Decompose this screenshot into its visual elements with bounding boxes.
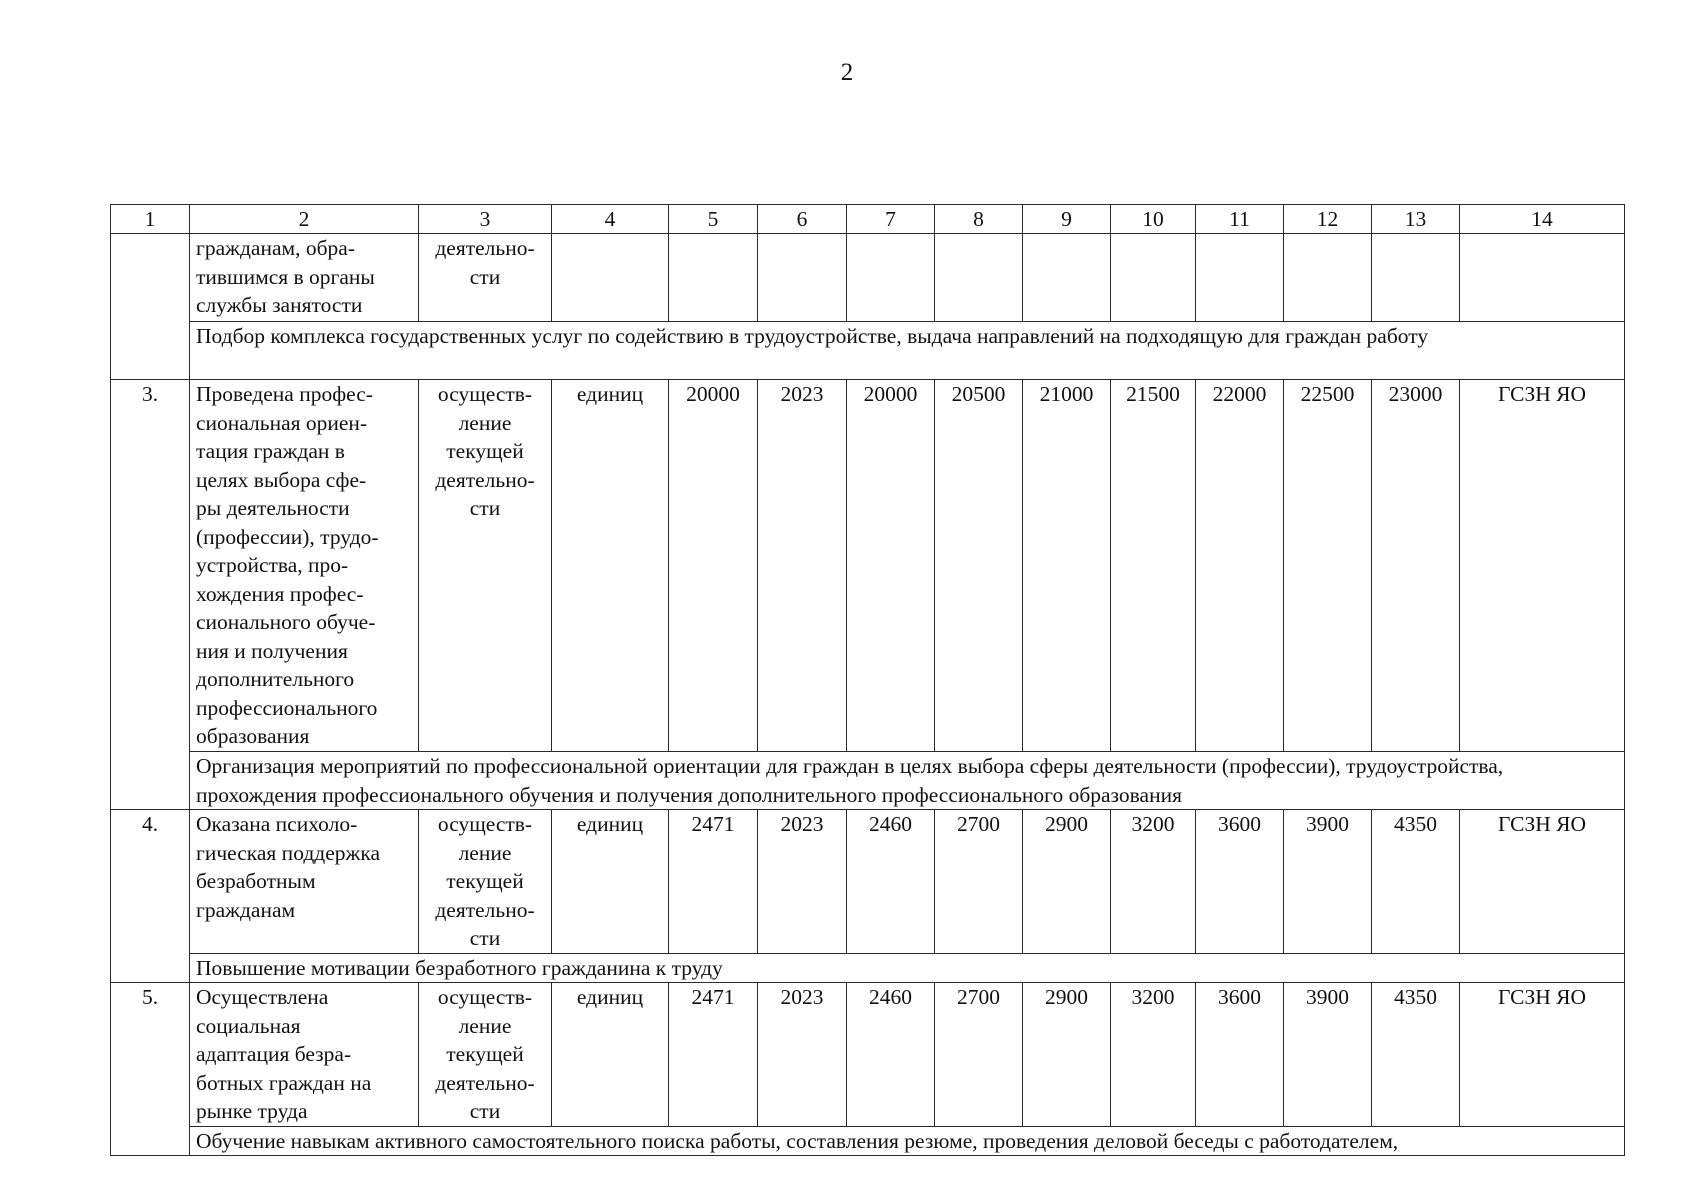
responsible-cell: ГСЗН ЯО xyxy=(1460,983,1625,1127)
indicator-name-cell: гражданам, обра- тившимся в органы службы занятости xyxy=(190,234,419,322)
value-cell: 3200 xyxy=(1111,983,1196,1127)
value-cell: 2460 xyxy=(847,810,935,954)
empty-cell xyxy=(669,234,758,322)
unit-cell: единиц xyxy=(552,380,669,752)
indicator-type-cell: осуществ- ление текущей деятельно- сти xyxy=(419,810,552,954)
value-cell: 2900 xyxy=(1023,983,1111,1127)
indicators-table xyxy=(110,204,1625,1156)
col-number: 9 xyxy=(1023,205,1111,234)
empty-cell xyxy=(1196,234,1284,322)
value-cell: 20000 xyxy=(847,380,935,752)
empty-cell xyxy=(1372,234,1460,322)
unit-cell: единиц xyxy=(552,983,669,1127)
row-number-cell xyxy=(111,234,190,380)
indicator-name-cell: Осуществлена социальная адаптация безра- ботных граждан на рынке труда xyxy=(190,983,419,1127)
row-number-cell: 5. xyxy=(111,983,190,1156)
empty-cell xyxy=(552,234,669,322)
indicator-type-cell: осуществ- ление текущей деятельно- сти xyxy=(419,983,552,1127)
table-row xyxy=(111,234,1625,322)
value-cell: 3600 xyxy=(1196,983,1284,1127)
value-cell: 21500 xyxy=(1111,380,1196,752)
col-number: 2 xyxy=(190,205,419,234)
value-cell: 3900 xyxy=(1284,983,1372,1127)
empty-cell xyxy=(758,234,847,322)
value-cell: 3600 xyxy=(1196,810,1284,954)
empty-cell xyxy=(847,234,935,322)
table-row-note xyxy=(111,1126,1625,1156)
table-row xyxy=(111,380,1625,752)
empty-cell xyxy=(1023,234,1111,322)
value-cell: 3900 xyxy=(1284,810,1372,954)
responsible-cell: ГСЗН ЯО xyxy=(1460,380,1625,752)
indicator-name-cell: Оказана психоло- гическая поддержка безработным гражданам xyxy=(190,810,419,954)
value-cell: 2700 xyxy=(935,810,1023,954)
row-number-cell: 3. xyxy=(111,380,190,810)
col-number: 3 xyxy=(419,205,552,234)
value-cell: 20500 xyxy=(935,380,1023,752)
value-cell: 2700 xyxy=(935,983,1023,1127)
value-cell: 3200 xyxy=(1111,810,1196,954)
col-number: 13 xyxy=(1372,205,1460,234)
value-cell: 4350 xyxy=(1372,983,1460,1127)
value-cell: 2471 xyxy=(669,983,758,1127)
page-number: 2 xyxy=(840,59,854,86)
col-number: 1 xyxy=(111,205,190,234)
note-cell: Повышение мотивации безработного гражданина к труду xyxy=(190,953,1625,983)
table-row xyxy=(111,983,1625,1127)
row-number-cell: 4. xyxy=(111,810,190,983)
value-cell: 2023 xyxy=(758,983,847,1127)
col-number: 7 xyxy=(847,205,935,234)
unit-cell: единиц xyxy=(552,810,669,954)
empty-cell xyxy=(1284,234,1372,322)
indicator-type-cell: осуществ- ление текущей деятельно- сти xyxy=(419,380,552,752)
col-number: 11 xyxy=(1196,205,1284,234)
responsible-cell: ГСЗН ЯО xyxy=(1460,810,1625,954)
table-row-note xyxy=(111,953,1625,983)
value-cell: 2023 xyxy=(758,380,847,752)
value-cell: 23000 xyxy=(1372,380,1460,752)
value-cell: 21000 xyxy=(1023,380,1111,752)
col-number: 8 xyxy=(935,205,1023,234)
note-cell: Организация мероприятий по профессиональной ориентации для граждан в целях выбора сферы деятельности (профессии), трудоустройства, прохождения профессионального обучения и получения дополнительного профессионального образования xyxy=(190,752,1625,810)
empty-cell xyxy=(1111,234,1196,322)
value-cell: 2460 xyxy=(847,983,935,1127)
indicator-type-cell: деятельно- сти xyxy=(419,234,552,322)
table-row xyxy=(111,810,1625,954)
note-cell: Подбор комплекса государственных услуг по содействию в трудоустройстве, выдача направлений на подходящую для граждан работу xyxy=(190,322,1625,380)
col-number: 5 xyxy=(669,205,758,234)
value-cell: 20000 xyxy=(669,380,758,752)
col-number: 14 xyxy=(1460,205,1625,234)
col-number: 10 xyxy=(1111,205,1196,234)
empty-cell xyxy=(1460,234,1625,322)
value-cell: 2471 xyxy=(669,810,758,954)
value-cell: 4350 xyxy=(1372,810,1460,954)
empty-cell xyxy=(935,234,1023,322)
table-row-note xyxy=(111,322,1625,380)
value-cell: 2900 xyxy=(1023,810,1111,954)
col-number: 6 xyxy=(758,205,847,234)
note-cell: Обучение навыкам активного самостоятельного поиска работы, составления резюме, проведения деловой беседы с работодателем, xyxy=(190,1126,1625,1156)
value-cell: 22000 xyxy=(1196,380,1284,752)
col-number: 4 xyxy=(552,205,669,234)
indicator-name-cell: Проведена профес- сиональная ориен- тация граждан в целях выбора сфе- ры деятельности (профессии), трудо- устройства, про- хождения профес- сионального обуче- ния и получения дополнительного профессионального образования xyxy=(190,380,419,752)
value-cell: 22500 xyxy=(1284,380,1372,752)
col-number: 12 xyxy=(1284,205,1372,234)
column-number-row xyxy=(111,205,1625,234)
table-row-note xyxy=(111,752,1625,810)
value-cell: 2023 xyxy=(758,810,847,954)
